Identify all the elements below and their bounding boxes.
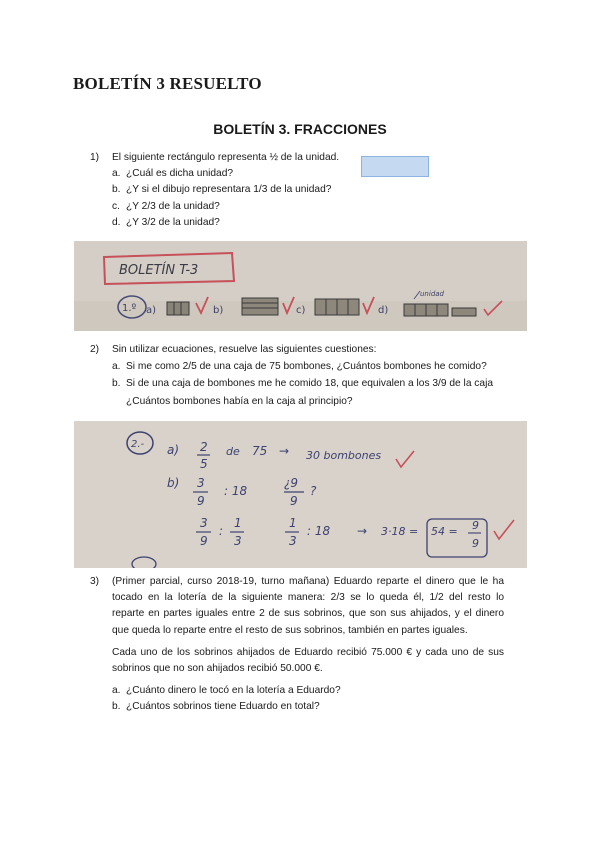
- circle-label: 2.-: [131, 439, 145, 450]
- b-label: b): [167, 476, 180, 490]
- paragraph-line: tocado en la lotería de la siguiente manera: 2/3 se lo queda él, 1/2 del resto lo: [112, 592, 504, 604]
- handwritten-answer-photo-1: [74, 241, 527, 331]
- mark-a: a): [146, 305, 157, 316]
- svg-text:?: ?: [310, 484, 317, 498]
- svg-text::: :: [219, 524, 224, 538]
- photo-heading: BOLETÍN T-3: [119, 263, 199, 278]
- mark-c: c): [296, 305, 306, 316]
- list-item: d. ¿Y 3/2 de la unidad?: [112, 217, 220, 228]
- paragraph-line: reparte en partes iguales entre 2 de sus sobrinos, que son sus ahijados, y el dinero: [112, 608, 504, 620]
- svg-text:1: 1: [234, 516, 242, 530]
- question-number: 2): [90, 344, 100, 355]
- svg-text:: 18: : 18: [224, 484, 248, 498]
- list-item: b. ¿Cuántos sobrinos tiene Eduardo en total?: [112, 701, 320, 712]
- mark-d: d): [378, 305, 389, 316]
- svg-text:: 18: : 18: [307, 524, 331, 538]
- svg-text:9: 9: [197, 494, 205, 508]
- question-text: Sin utilizar ecuaciones, resuelve las siguientes cuestiones:: [112, 344, 377, 355]
- svg-text:30 bombones: 30 bombones: [306, 449, 382, 462]
- svg-text:9: 9: [472, 537, 479, 550]
- question-number: 1): [90, 152, 100, 163]
- paragraph-line: Cada uno de los sobrinos ahijados de Eduardo recibió 75.000 € y cada uno de sus: [112, 647, 504, 658]
- paragraph-line: (Primer parcial, curso 2018-19, turno mañana) Eduardo reparte el dinero que le ha: [112, 576, 504, 587]
- question-3: [90, 574, 504, 639]
- unidad-note: unidad: [420, 290, 444, 298]
- svg-text:9: 9: [472, 519, 479, 532]
- svg-text:2: 2: [200, 440, 208, 454]
- paragraph-line: sobrinos que no son ahijados recibió 50.000 €.: [112, 663, 323, 675]
- question-2: [90, 342, 376, 358]
- svg-text:3: 3: [200, 516, 208, 530]
- svg-text:→: →: [279, 444, 290, 458]
- half-unit-rectangle: [361, 156, 429, 177]
- list-item-continuation: ¿Cuántos bombones había en la caja al principio?: [126, 396, 353, 407]
- question-text: El siguiente rectángulo representa ½ de la unidad.: [112, 152, 340, 163]
- svg-text:9: 9: [290, 494, 298, 508]
- svg-text:75: 75: [252, 444, 268, 458]
- page-title: BOLETÍN 3 RESUELTO: [73, 74, 262, 93]
- list-item: b. ¿Y si el dibujo representara 1/3 de la unidad?: [112, 184, 332, 195]
- question-3-paragraph-2: [112, 645, 504, 677]
- section-subtitle: BOLETÍN 3. FRACCIONES: [213, 121, 387, 137]
- svg-text:1: 1: [289, 516, 297, 530]
- list-item: b. Si de una caja de bombones me he comido 18, que equivalen a los 3/9 de la caja: [112, 378, 493, 389]
- a-label: a): [167, 443, 180, 457]
- svg-text:3·18 =: 3·18 =: [381, 525, 419, 538]
- question-1: [90, 150, 339, 166]
- svg-text:3: 3: [289, 534, 297, 548]
- question-number: 3): [90, 576, 100, 587]
- paragraph-line: que queda lo reparte entre el resto de sus sobrinos, también en partes iguales.: [112, 624, 468, 636]
- svg-text:9: 9: [200, 534, 208, 548]
- svg-text:de: de: [226, 445, 240, 458]
- handwriting-sketch-2: [74, 421, 527, 568]
- list-item: c. ¿Y 2/3 de la unidad?: [112, 201, 220, 212]
- handwritten-answer-photo-2: [74, 421, 527, 568]
- list-item: a. ¿Cuál es dicha unidad?: [112, 168, 234, 179]
- list-item: a. ¿Cuánto dinero le tocó en la lotería a Eduardo?: [112, 685, 341, 696]
- svg-text:3: 3: [197, 476, 205, 490]
- svg-text:5: 5: [200, 457, 208, 471]
- mark-b: b): [213, 305, 224, 316]
- handwriting-sketch-1: [74, 241, 527, 331]
- svg-text:3: 3: [234, 534, 242, 548]
- svg-text:¿9: ¿9: [284, 476, 299, 490]
- svg-text:54 =: 54 =: [431, 525, 458, 538]
- list-item: a. Si me como 2/5 de una caja de 75 bombones, ¿Cuántos bombones he comido?: [112, 361, 487, 372]
- svg-text:→: →: [357, 524, 368, 538]
- mark-1: 1.º: [122, 303, 137, 314]
